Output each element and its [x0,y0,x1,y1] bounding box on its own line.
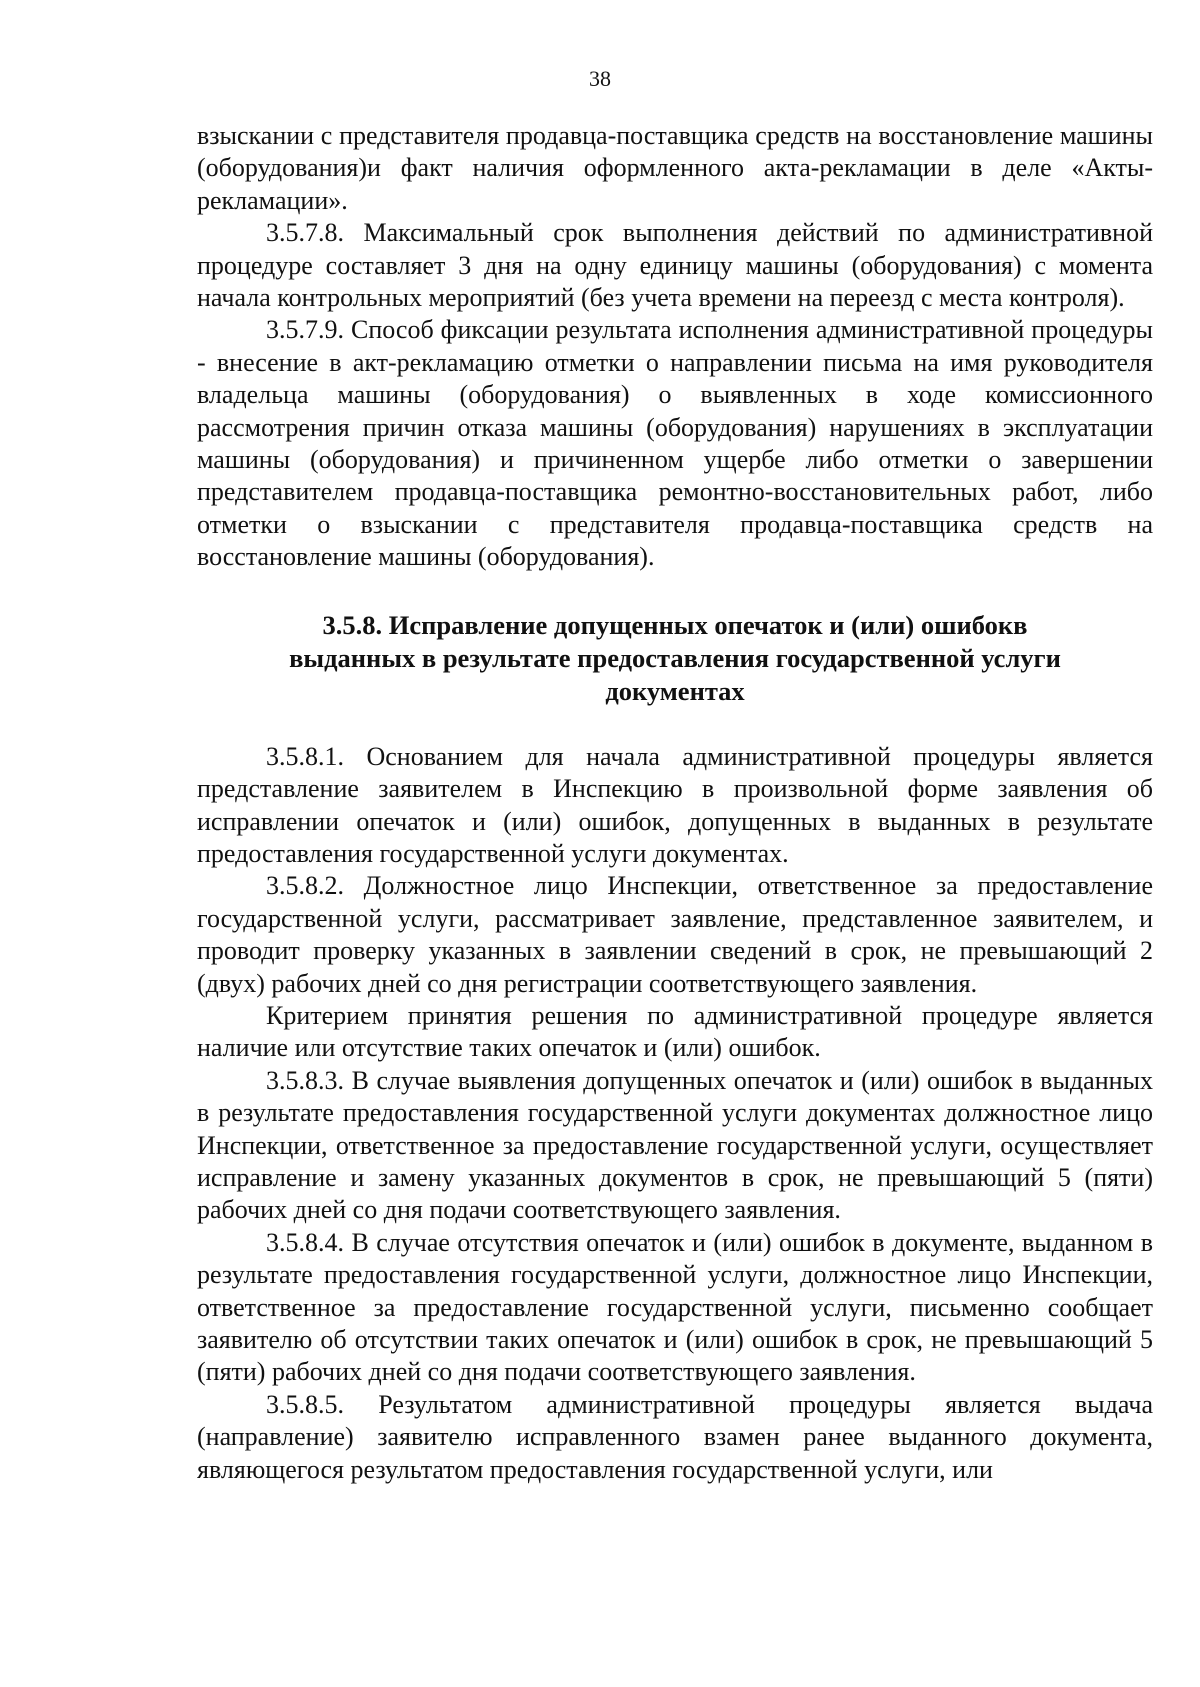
paragraph-3-5-8-4: 3.5.8.4. В случае отсутствия опечаток и (или) ошибок в документе, выданном в результате предоставления государственной услуги, должностное лицо Инспекции, ответственное за предоставление государственной услуги, письменно сообщает заявителю об отсутствии таких опечаток и (или) ошибок в срок, не превышающий 5 (пяти) рабочих дней со дня подачи соответствующего заявления. [197,1227,1153,1387]
paragraph-3-5-8-2: 3.5.8.2. Должностное лицо Инспекции, ответственное за предоставление государственной услуги, рассматривает заявление, представленное заявителем, и проводит проверку указанных в заявлении сведений в срок, не превышающий 2 (двух) рабочих дней со дня регистрации соответствующего заявления. [197,871,1153,998]
paragraph-3-5-7-8: 3.5.7.8. Максимальный срок выполнения действий по административной процедуре составляет 3 дня на одну единицу машины (оборудования) с момента начала контрольных мероприятий (без учета времени на переезд с места контроля). [197,218,1153,313]
heading-line-3: документах [605,675,745,706]
paragraph-3-5-8-1: 3.5.8.1. Основанием для начала административной процедуры является представление заявителем в Инспекцию в произвольной форме заявления об исправлении опечаток и (или) ошибок, допущенных в выданных в результате предоставления государственной услуги документах. [197,741,1153,868]
document-body [197,120,1153,1486]
heading-line-2: выданных в результате предоставления государственной услуги [289,642,1061,673]
paragraph-continuation: взыскании с представителя продавца-поставщика средств на восстановление машины (оборудования)и факт наличия оформленного акта-рекламации в деле «Акты-рекламации». [197,121,1153,215]
paragraph-3-5-7-9: 3.5.7.9. Способ фиксации результата исполнения административной процедуры - внесение в акт-рекламацию отметки о направлении письма на имя руководителя владельца машины (оборудования) о выявленных в ходе комиссионного рассмотрения причин отказа машины (оборудования) нарушениях в эксплуатации машины (оборудования) и причиненном ущербе либо отметки о завершении представителем продавца-поставщика ремонтно-восстановительных работ, либо отметки о взыскании с представителя продавца-поставщика средств на восстановление машины (оборудования). [197,315,1153,572]
page-number: 38 [589,66,611,91]
section-heading-3-5-8 [197,609,1153,708]
paragraph-3-5-8-3: 3.5.8.3. В случае выявления допущенных опечаток и (или) ошибок в выданных в результате предоставления государственной услуги документах должностное лицо Инспекции, ответственное за предоставление государственной услуги, осуществляет исправление и замену указанных документов в срок, не превышающий 5 (пяти) рабочих дней со дня подачи соответствующего заявления. [197,1065,1153,1225]
paragraph-3-5-8-5: 3.5.8.5. Результатом административной процедуры является выдача (направление) заявителю исправленного взамен ранее выданного документа, являющегося результатом предоставления государственной услуги, или [197,1389,1153,1484]
heading-line-1: 3.5.8. Исправление допущенных опечаток и (или) ошибокв [322,609,1028,640]
paragraph-criterion: Критерием принятия решения по административной процедуре является наличие или отсутствие таких опечаток и (или) ошибок. [197,1000,1153,1063]
